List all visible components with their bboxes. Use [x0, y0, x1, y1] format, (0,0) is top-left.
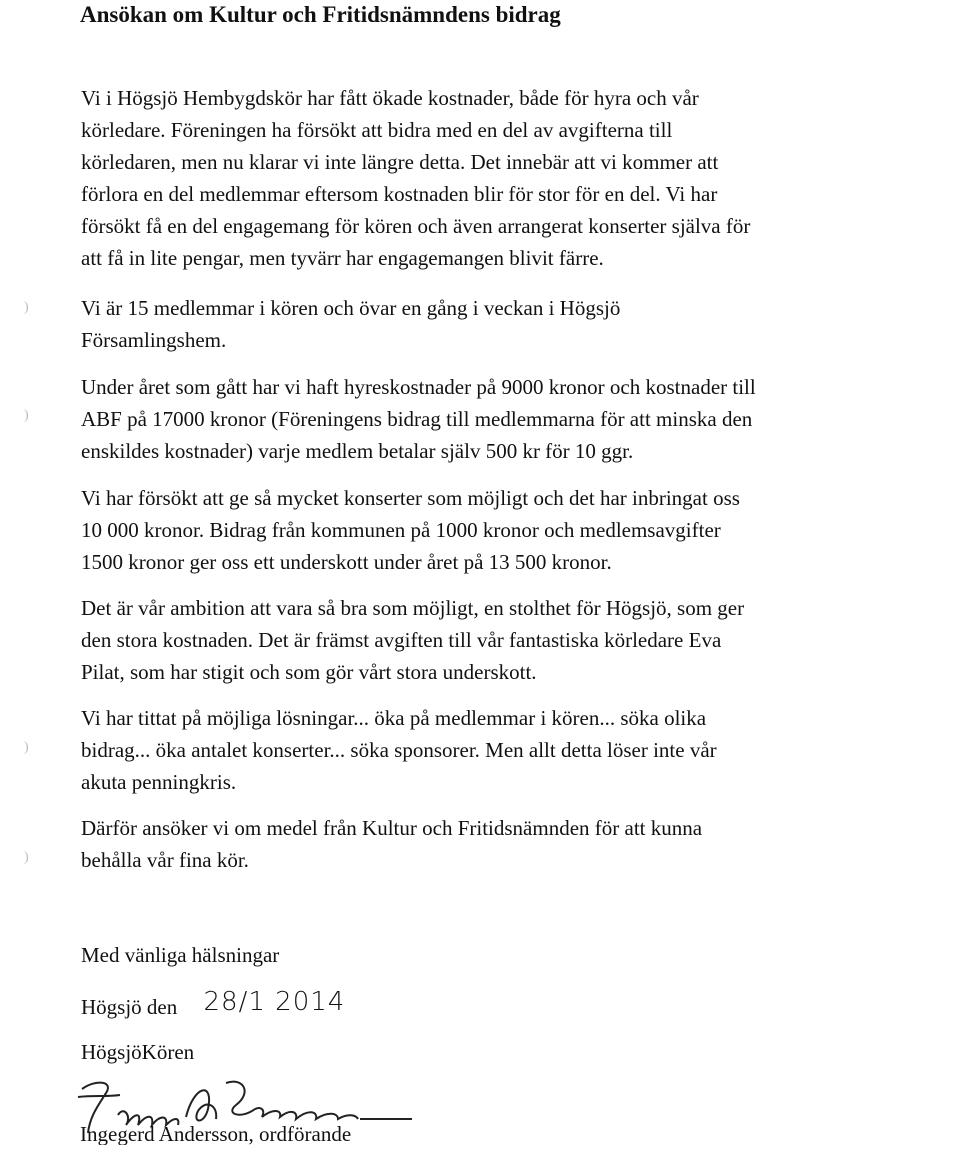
- text-line: Det är vår ambition att vara så bra som möjligt, en stolthet för Högsjö, som ger: [81, 596, 745, 620]
- document-title: Ansökan om Kultur och Fritidsnämndens bidrag: [80, 2, 561, 27]
- text-line: Vi har tittat på möjliga lösningar... öka på medlemmar i kören... söka olika: [81, 706, 707, 730]
- scan-mark: ): [24, 408, 29, 423]
- text-line: 1500 kronor ger oss ett underskott under året på 13 500 kronor.: [81, 550, 612, 574]
- text-line: Församlingshem.: [81, 328, 227, 352]
- text-line: Vi i Högsjö Hembygdskör har fått ökade kostnader, både för hyra och vår: [81, 86, 699, 110]
- text-line: 10 000 kronor. Bidrag från kommunen på 1000 kronor och medlemsavgifter: [81, 518, 721, 542]
- handwritten-signature: [76, 1075, 436, 1145]
- handwritten-date: 28/1 2014: [203, 987, 346, 1017]
- text-line: Under året som gått har vi haft hyreskostnader på 9000 kronor och kostnader till: [81, 375, 756, 399]
- place-label: Högsjö den: [81, 995, 178, 1019]
- text-line: bidrag... öka antalet konserter... söka sponsorer. Men allt detta löser inte vår: [81, 738, 717, 762]
- paragraph-income-deficit: [81, 482, 740, 578]
- text-line: ABF på 17000 kronor (Föreningens bidrag till medlemmarna för att minska den: [81, 407, 753, 431]
- paragraph-ambition: [81, 592, 744, 688]
- text-line: förlora en del medlemmar eftersom kostnaden blir för stor för en del. Vi har: [81, 182, 718, 206]
- text-line: Vi är 15 medlemmar i kören och övar en gång i veckan i Högsjö: [81, 296, 621, 320]
- text-line: körledare. Föreningen ha försökt att bidra med en del av avgifterna till: [81, 118, 673, 142]
- paragraph-costs-intro: [81, 82, 750, 274]
- text-line: Vi har försökt att ge så mycket konserter som möjligt och det har inbringat oss: [81, 486, 740, 510]
- text-line: akuta penningkris.: [81, 770, 237, 794]
- text-line: den stora kostnaden. Det är främst avgiften till vår fantastiska körledare Eva: [81, 628, 722, 652]
- signature-caption: Ingegerd Andersson, ordförande: [80, 1122, 352, 1145]
- scan-mark: ): [24, 850, 29, 865]
- closing-greeting: Med vänliga hälsningar: [81, 943, 280, 967]
- paragraph-expenses: [81, 371, 756, 467]
- paragraph-solutions: [81, 702, 717, 798]
- text-line: enskildes kostnader) varje medlem betalar själv 500 kr för 10 ggr.: [81, 439, 634, 463]
- text-line: Därför ansöker vi om medel från Kultur och Fritidsnämnden för att kunna: [81, 816, 703, 840]
- scan-mark: ): [24, 740, 29, 755]
- paragraph-request: [81, 812, 702, 876]
- place-date-line: [81, 987, 346, 1023]
- text-line: försökt få en del engagemang för kören och även arrangerat konserter själva för: [81, 214, 751, 238]
- scan-mark: ): [24, 300, 29, 315]
- text-line: att få in lite pengar, men tyvärr har engagemangen blivit färre.: [81, 246, 604, 270]
- paragraph-members: [81, 292, 620, 356]
- text-line: Pilat, som har stigit och som gör vårt stora underskott.: [81, 660, 537, 684]
- organization-name: HögsjöKören: [81, 1040, 195, 1064]
- text-line: körledaren, men nu klarar vi inte längre detta. Det innebär att vi kommer att: [81, 150, 719, 174]
- text-line: behålla vår fina kör.: [81, 848, 249, 872]
